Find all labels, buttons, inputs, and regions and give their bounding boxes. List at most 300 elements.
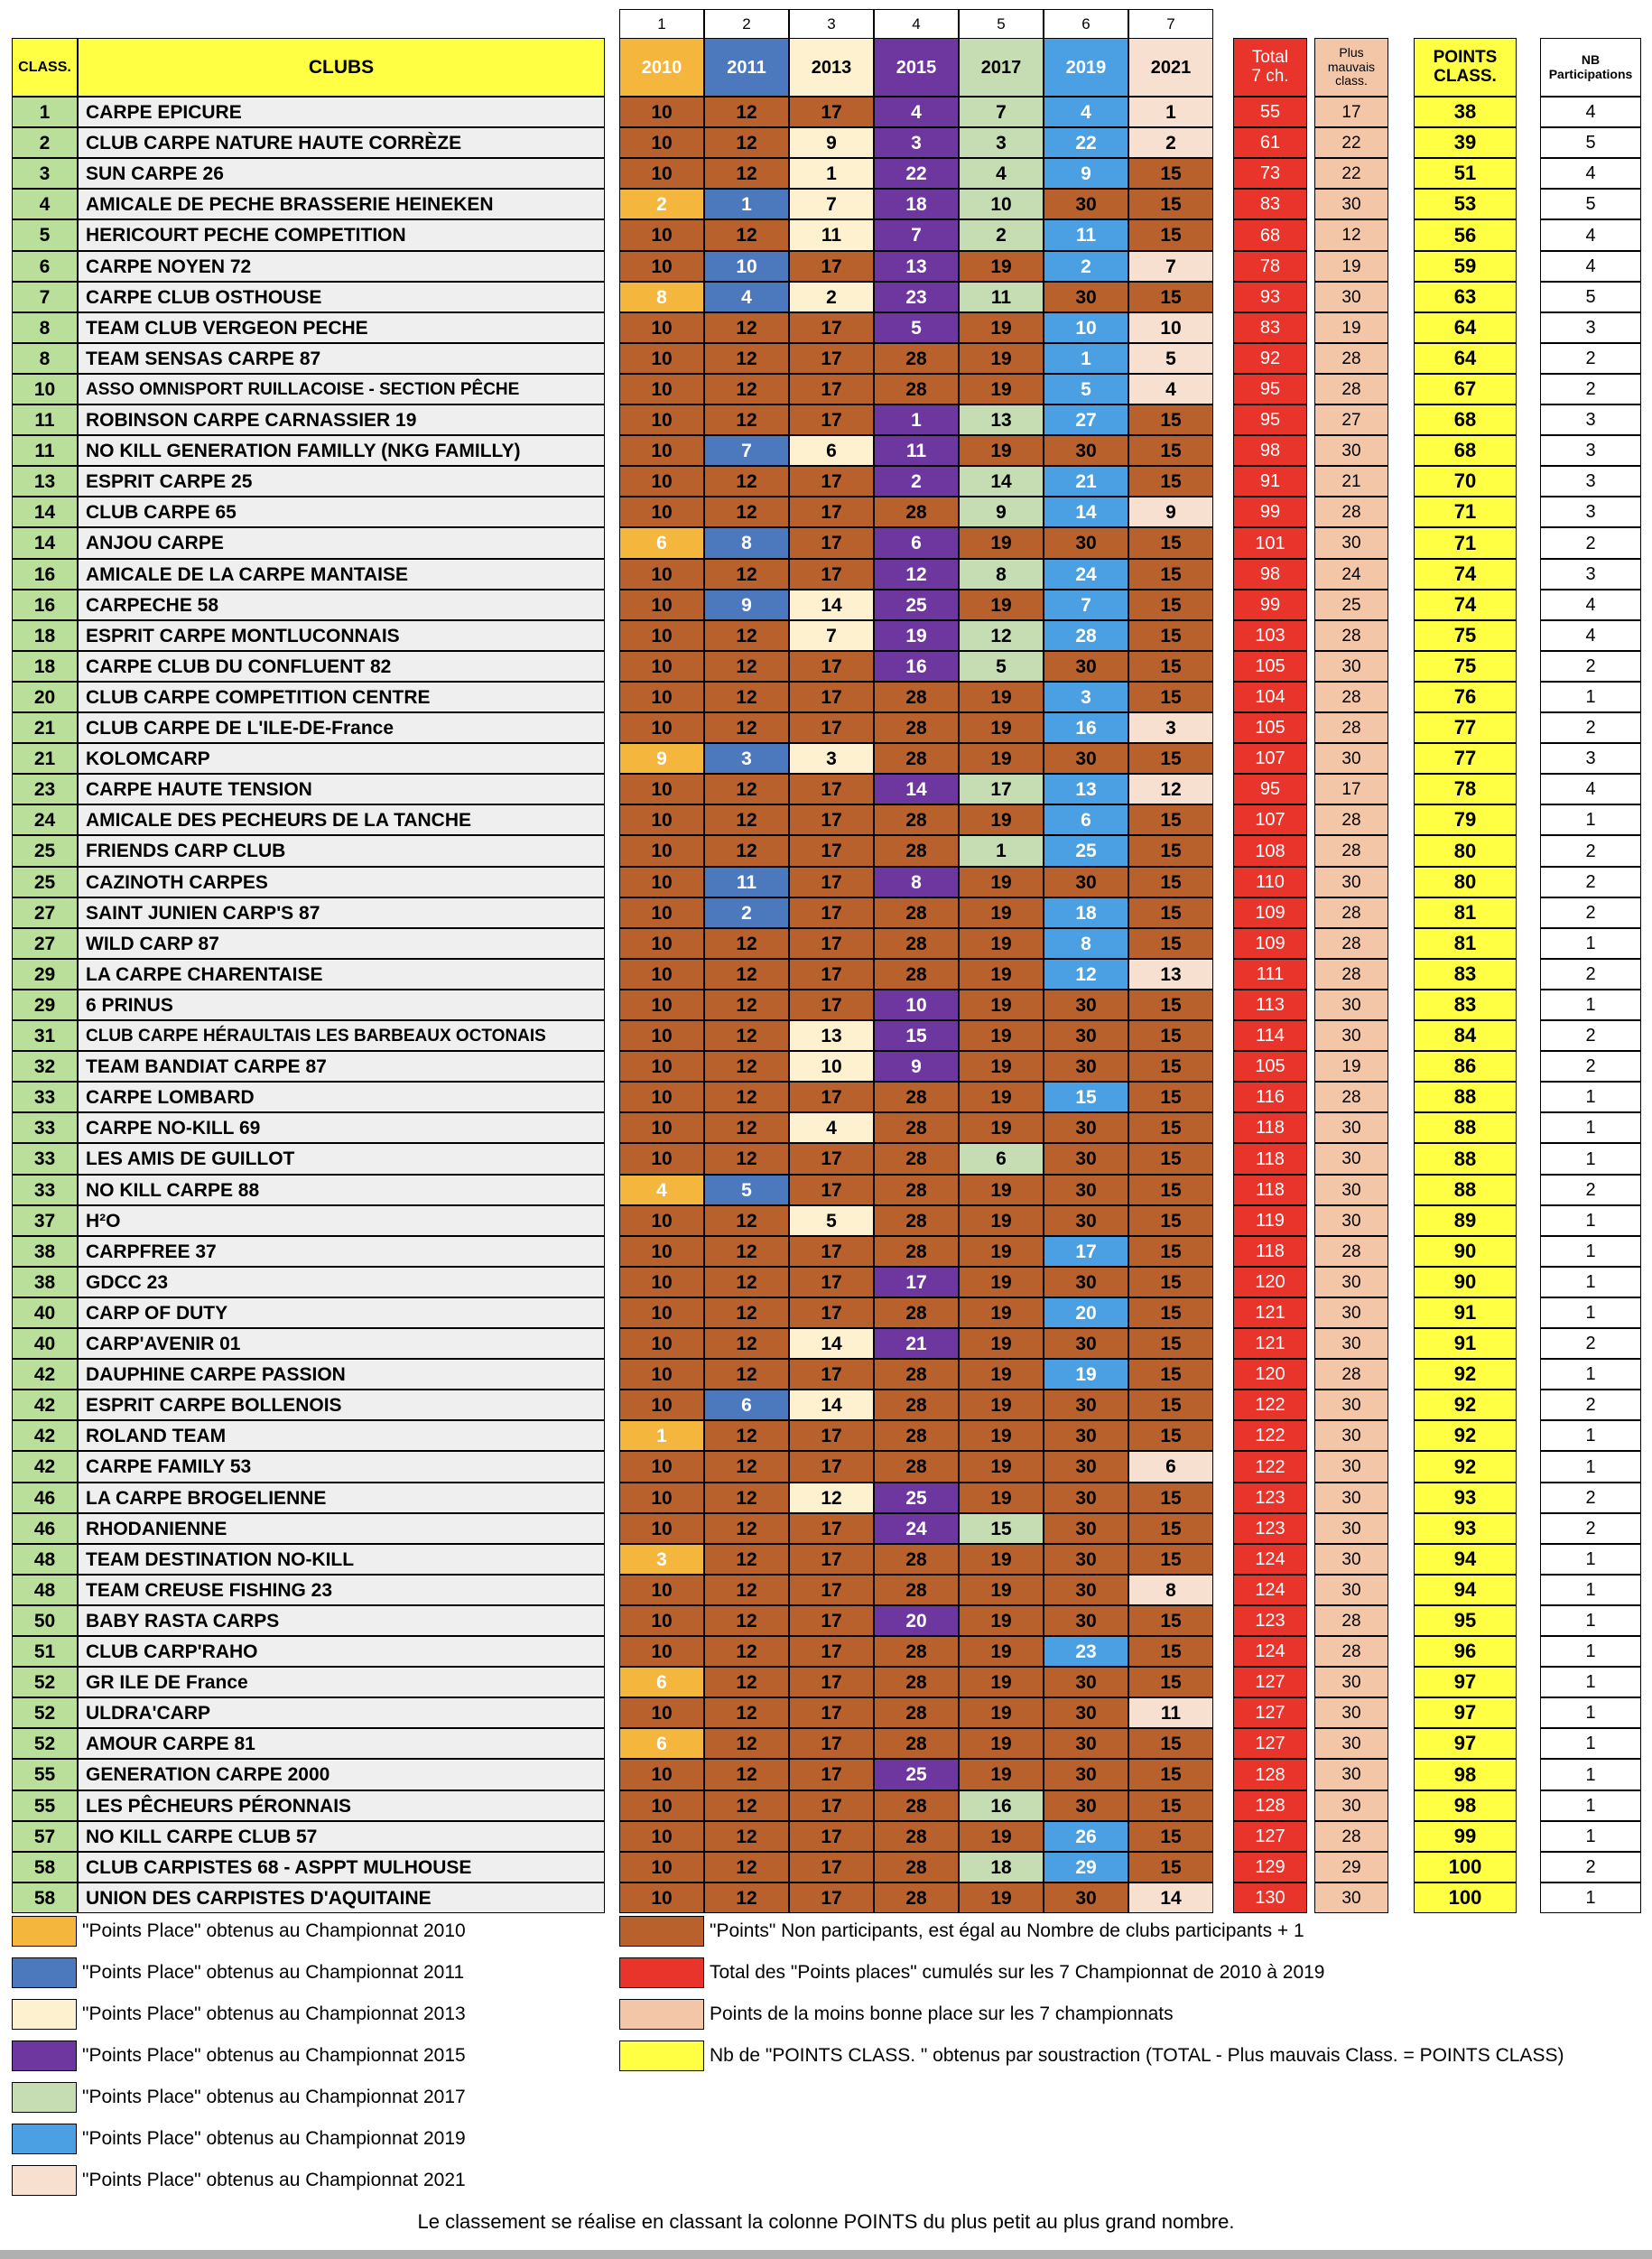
- club-name: CLUB CARPE NATURE HAUTE CORRÈZE: [78, 127, 605, 158]
- rank-cell: 13: [12, 466, 78, 497]
- score-cell: 12: [704, 1236, 789, 1267]
- score-cell: 28: [874, 374, 959, 404]
- score-cell: 25: [1044, 835, 1128, 867]
- score-cell: 12: [1044, 959, 1128, 990]
- score-cell: 12: [704, 374, 789, 404]
- score-cell: 28: [874, 1420, 959, 1451]
- total-cell: 92: [1233, 343, 1307, 374]
- score-cell: 11: [789, 219, 874, 251]
- total-header: [1233, 38, 1307, 97]
- nb-cell: 1: [1540, 1267, 1641, 1297]
- score-cell: 10: [619, 897, 704, 928]
- score-cell: 4: [874, 97, 959, 127]
- score-cell: 1: [619, 1420, 704, 1451]
- score-cell: 24: [874, 1513, 959, 1544]
- score-cell: 12: [704, 1082, 789, 1112]
- clubs-header: CLUBS: [78, 38, 605, 97]
- rank-cell: 46: [12, 1513, 78, 1544]
- score-cell: 19: [959, 1236, 1044, 1267]
- worst-cell: 17: [1314, 97, 1388, 127]
- score-cell: 16: [1044, 712, 1128, 743]
- club-name: CARPE EPICURE: [78, 97, 605, 127]
- club-name: AMOUR CARPE 81: [78, 1728, 605, 1759]
- score-cell: 10: [619, 835, 704, 867]
- nb-cell: 1: [1540, 1759, 1641, 1790]
- club-name: CARPE LOMBARD: [78, 1082, 605, 1112]
- worst-cell: 28: [1314, 1236, 1388, 1267]
- score-cell: 12: [704, 404, 789, 435]
- score-cell: 30: [1044, 189, 1128, 219]
- year-header-2021: 2021: [1128, 38, 1213, 97]
- score-cell: 2: [789, 282, 874, 312]
- score-cell: 12: [704, 1605, 789, 1636]
- nb-cell: 4: [1540, 97, 1641, 127]
- nb-cell: 5: [1540, 189, 1641, 219]
- score-cell: 12: [704, 559, 789, 590]
- score-cell: 15: [1128, 1790, 1213, 1821]
- score-cell: 7: [959, 97, 1044, 127]
- points-cell: 100: [1414, 1852, 1517, 1882]
- rank-cell: 33: [12, 1143, 78, 1175]
- total-cell: 98: [1233, 559, 1307, 590]
- club-name: NO KILL CARPE CLUB 57: [78, 1821, 605, 1852]
- total-cell: 83: [1233, 189, 1307, 219]
- score-cell: 19: [959, 1544, 1044, 1575]
- club-name: CARPECHE 58: [78, 590, 605, 620]
- score-cell: 19: [959, 1328, 1044, 1359]
- score-cell: 10: [619, 1575, 704, 1605]
- total-cell: 124: [1233, 1636, 1307, 1667]
- nb-cell: 5: [1540, 282, 1641, 312]
- year-header-2010: 2010: [619, 38, 704, 97]
- score-cell: 19: [959, 928, 1044, 959]
- score-cell: 19: [959, 527, 1044, 559]
- score-cell: 19: [959, 1636, 1044, 1667]
- score-cell: 4: [704, 282, 789, 312]
- legend-swatch: [12, 1999, 77, 2030]
- worst-cell: 30: [1314, 1451, 1388, 1483]
- rank-cell: 18: [12, 620, 78, 651]
- score-cell: 23: [1044, 1636, 1128, 1667]
- score-cell: 27: [1044, 404, 1128, 435]
- score-cell: 28: [874, 1082, 959, 1112]
- score-cell: 15: [1128, 1821, 1213, 1852]
- score-cell: 12: [704, 312, 789, 343]
- score-cell: 15: [1128, 1328, 1213, 1359]
- score-cell: 21: [1044, 466, 1128, 497]
- points-cell: 98: [1414, 1759, 1517, 1790]
- score-cell: 15: [1128, 435, 1213, 466]
- score-cell: 12: [704, 1420, 789, 1451]
- score-cell: 15: [1128, 1544, 1213, 1575]
- rank-cell: 20: [12, 682, 78, 712]
- score-cell: 10: [619, 990, 704, 1020]
- score-cell: 15: [1128, 1143, 1213, 1175]
- score-cell: 12: [704, 343, 789, 374]
- total-cell: 109: [1233, 897, 1307, 928]
- score-cell: 20: [1044, 1297, 1128, 1328]
- rank-cell: 29: [12, 959, 78, 990]
- score-cell: 20: [874, 1605, 959, 1636]
- nb-cell: 1: [1540, 1544, 1641, 1575]
- score-cell: 10: [1128, 312, 1213, 343]
- total-cell: 127: [1233, 1697, 1307, 1728]
- score-cell: 19: [959, 374, 1044, 404]
- legend-swatch: [619, 1957, 704, 1988]
- score-cell: 6: [1128, 1451, 1213, 1483]
- nb-cell: 3: [1540, 312, 1641, 343]
- club-name: ULDRA'CARP: [78, 1697, 605, 1728]
- score-cell: 15: [1128, 1852, 1213, 1882]
- score-cell: 28: [874, 497, 959, 527]
- score-cell: 15: [1128, 1205, 1213, 1236]
- score-cell: 10: [619, 219, 704, 251]
- worst-cell: 28: [1314, 620, 1388, 651]
- worst-cell: 30: [1314, 867, 1388, 897]
- rank-cell: 4: [12, 189, 78, 219]
- score-cell: 7: [1044, 590, 1128, 620]
- worst-cell: 30: [1314, 282, 1388, 312]
- score-cell: 10: [619, 1359, 704, 1390]
- total-cell: 91: [1233, 466, 1307, 497]
- score-cell: 30: [1044, 1267, 1128, 1297]
- nb-cell: 3: [1540, 404, 1641, 435]
- points-cell: 88: [1414, 1143, 1517, 1175]
- legend-swatch: [619, 1999, 704, 2030]
- score-cell: 5: [1044, 374, 1128, 404]
- score-cell: 14: [874, 774, 959, 804]
- rank-cell: 29: [12, 990, 78, 1020]
- total-cell: 107: [1233, 743, 1307, 774]
- nb-cell: 1: [1540, 1882, 1641, 1913]
- club-name: TEAM CLUB VERGEON PECHE: [78, 312, 605, 343]
- total-cell: 99: [1233, 590, 1307, 620]
- total-cell: 127: [1233, 1667, 1307, 1697]
- points-cell: 79: [1414, 804, 1517, 835]
- score-cell: 19: [959, 1112, 1044, 1143]
- score-cell: 28: [874, 835, 959, 867]
- score-cell: 10: [619, 1790, 704, 1821]
- total-cell: 55: [1233, 97, 1307, 127]
- club-name: CLUB CARP'RAHO: [78, 1636, 605, 1667]
- score-cell: 13: [789, 1020, 874, 1051]
- points-cell: 86: [1414, 1051, 1517, 1082]
- worst-cell: 21: [1314, 466, 1388, 497]
- nb-cell: 1: [1540, 682, 1641, 712]
- total-cell: 105: [1233, 651, 1307, 682]
- nb-cell: 2: [1540, 343, 1641, 374]
- year-header-2013: 2013: [789, 38, 874, 97]
- score-cell: 3: [704, 743, 789, 774]
- points-cell: 90: [1414, 1267, 1517, 1297]
- points-cell: 94: [1414, 1575, 1517, 1605]
- club-name: LA CARPE BROGELIENNE: [78, 1483, 605, 1513]
- score-cell: 6: [619, 1667, 704, 1697]
- score-cell: 19: [959, 712, 1044, 743]
- score-cell: 10: [619, 1112, 704, 1143]
- total-cell: 123: [1233, 1605, 1307, 1636]
- score-cell: 19: [959, 1390, 1044, 1420]
- rank-cell: 8: [12, 343, 78, 374]
- rank-cell: 38: [12, 1236, 78, 1267]
- rank-cell: 14: [12, 497, 78, 527]
- score-cell: 15: [1128, 1051, 1213, 1082]
- score-cell: 19: [959, 1728, 1044, 1759]
- score-cell: 28: [874, 959, 959, 990]
- worst-cell: 28: [1314, 928, 1388, 959]
- score-cell: 12: [704, 1697, 789, 1728]
- score-cell: 6: [1044, 804, 1128, 835]
- score-cell: 17: [789, 343, 874, 374]
- score-cell: 17: [789, 1728, 874, 1759]
- score-cell: 6: [619, 527, 704, 559]
- score-cell: 4: [1044, 97, 1128, 127]
- club-name: CARPE CLUB DU CONFLUENT 82: [78, 651, 605, 682]
- score-cell: 11: [1128, 1697, 1213, 1728]
- total-cell: 127: [1233, 1728, 1307, 1759]
- nb-cell: 1: [1540, 1697, 1641, 1728]
- nb-cell: 2: [1540, 527, 1641, 559]
- total-cell: 119: [1233, 1205, 1307, 1236]
- score-cell: 12: [704, 804, 789, 835]
- total-cell: 129: [1233, 1852, 1307, 1882]
- legend-label: "Points Place" obtenus au Championnat 2015: [82, 2045, 466, 2066]
- score-cell: 10: [874, 990, 959, 1020]
- points-cell: 91: [1414, 1297, 1517, 1328]
- score-cell: 28: [874, 804, 959, 835]
- rank-cell: 3: [12, 158, 78, 189]
- score-cell: 30: [1044, 1667, 1128, 1697]
- score-cell: 17: [1044, 1236, 1128, 1267]
- rank-cell: 51: [12, 1636, 78, 1667]
- score-cell: 15: [1128, 743, 1213, 774]
- score-cell: 15: [1128, 158, 1213, 189]
- score-cell: 17: [789, 1236, 874, 1267]
- points-cell: 71: [1414, 527, 1517, 559]
- score-cell: 10: [619, 804, 704, 835]
- score-cell: 13: [959, 404, 1044, 435]
- score-cell: 11: [959, 282, 1044, 312]
- club-name: CARP'AVENIR 01: [78, 1328, 605, 1359]
- worst-cell: 30: [1314, 1328, 1388, 1359]
- total-cell: 127: [1233, 1821, 1307, 1852]
- score-cell: 15: [1128, 928, 1213, 959]
- score-cell: 28: [874, 1297, 959, 1328]
- score-cell: 8: [619, 282, 704, 312]
- total-cell: 122: [1233, 1420, 1307, 1451]
- club-name: CLUB CARPE 65: [78, 497, 605, 527]
- score-cell: 17: [789, 928, 874, 959]
- points-cell: 81: [1414, 897, 1517, 928]
- score-cell: 12: [704, 97, 789, 127]
- points-cell: 97: [1414, 1697, 1517, 1728]
- score-cell: 15: [1128, 282, 1213, 312]
- rank-cell: 23: [12, 774, 78, 804]
- score-cell: 12: [704, 990, 789, 1020]
- worst-cell: 28: [1314, 1605, 1388, 1636]
- worst-cell: 30: [1314, 1667, 1388, 1697]
- rank-cell: 6: [12, 251, 78, 282]
- score-cell: 15: [1128, 1112, 1213, 1143]
- total-cell: 120: [1233, 1359, 1307, 1390]
- bottom-divider: [0, 2250, 1652, 2259]
- nb-cell: 2: [1540, 1020, 1641, 1051]
- score-cell: 11: [704, 867, 789, 897]
- nb-cell: 1: [1540, 1297, 1641, 1328]
- score-cell: 9: [1044, 158, 1128, 189]
- score-cell: 17: [789, 374, 874, 404]
- score-cell: 10: [619, 1020, 704, 1051]
- score-cell: 1: [1128, 97, 1213, 127]
- points-cell: 88: [1414, 1082, 1517, 1112]
- worst-cell: 30: [1314, 527, 1388, 559]
- worst-cell: 30: [1314, 1205, 1388, 1236]
- score-cell: 5: [874, 312, 959, 343]
- score-cell: 15: [1128, 1267, 1213, 1297]
- score-cell: 15: [1128, 466, 1213, 497]
- score-cell: 17: [789, 1082, 874, 1112]
- score-cell: 9: [619, 743, 704, 774]
- column-number: 3: [789, 9, 874, 38]
- points-cell: 83: [1414, 990, 1517, 1020]
- score-cell: 28: [874, 1175, 959, 1205]
- score-cell: 12: [704, 1051, 789, 1082]
- total-cell: 108: [1233, 835, 1307, 867]
- score-cell: 10: [619, 1082, 704, 1112]
- points-cell: 78: [1414, 774, 1517, 804]
- worst-cell: 30: [1314, 1513, 1388, 1544]
- rank-cell: 55: [12, 1790, 78, 1821]
- score-cell: 28: [874, 1205, 959, 1236]
- score-cell: 15: [1128, 990, 1213, 1020]
- score-cell: 15: [1128, 1667, 1213, 1697]
- score-cell: 15: [1128, 189, 1213, 219]
- worst-cell: 19: [1314, 1051, 1388, 1082]
- score-cell: 10: [619, 1636, 704, 1667]
- club-name: GR ILE DE France: [78, 1667, 605, 1697]
- score-cell: 10: [619, 97, 704, 127]
- worst-cell: 28: [1314, 1636, 1388, 1667]
- club-name: FRIENDS CARP CLUB: [78, 835, 605, 867]
- total-cell: 95: [1233, 404, 1307, 435]
- score-cell: 14: [789, 1390, 874, 1420]
- nb-cell: 4: [1540, 219, 1641, 251]
- score-cell: 19: [959, 804, 1044, 835]
- score-cell: 9: [704, 590, 789, 620]
- rank-cell: 31: [12, 1020, 78, 1051]
- year-header-2019: 2019: [1044, 38, 1128, 97]
- score-cell: 19: [959, 682, 1044, 712]
- points-cell: 80: [1414, 867, 1517, 897]
- score-cell: 30: [1044, 1697, 1128, 1728]
- total-cell: 118: [1233, 1112, 1307, 1143]
- score-cell: 30: [1044, 1175, 1128, 1205]
- score-cell: 10: [619, 559, 704, 590]
- total-cell: 120: [1233, 1267, 1307, 1297]
- column-number: 5: [959, 9, 1044, 38]
- score-cell: 17: [789, 1759, 874, 1790]
- score-cell: 17: [789, 712, 874, 743]
- score-cell: 28: [874, 1728, 959, 1759]
- total-cell: 122: [1233, 1451, 1307, 1483]
- club-name: LA CARPE CHARENTAISE: [78, 959, 605, 990]
- legend-swatch: [619, 1916, 704, 1947]
- score-cell: 11: [1044, 219, 1128, 251]
- club-name: CLUB CARPE COMPETITION CENTRE: [78, 682, 605, 712]
- score-cell: 28: [874, 1451, 959, 1483]
- worst-cell: 30: [1314, 1759, 1388, 1790]
- total-cell: 121: [1233, 1297, 1307, 1328]
- worst-cell: 30: [1314, 1575, 1388, 1605]
- points-cell: 94: [1414, 1544, 1517, 1575]
- club-name: GDCC 23: [78, 1267, 605, 1297]
- points-header: [1414, 38, 1517, 97]
- score-cell: 19: [959, 1267, 1044, 1297]
- total-header-line: Total: [1251, 47, 1289, 67]
- score-cell: 17: [789, 1882, 874, 1913]
- score-cell: 30: [1044, 282, 1128, 312]
- score-cell: 10: [619, 1297, 704, 1328]
- score-cell: 15: [1128, 620, 1213, 651]
- nb-cell: 2: [1540, 712, 1641, 743]
- club-name: LES AMIS DE GUILLOT: [78, 1143, 605, 1175]
- points-cell: 76: [1414, 682, 1517, 712]
- total-cell: 113: [1233, 990, 1307, 1020]
- score-cell: 1: [959, 835, 1044, 867]
- score-cell: 15: [1128, 1483, 1213, 1513]
- legend-label: Total des "Points places" cumulés sur les 7 Championnat de 2010 à 2019: [710, 1962, 1325, 1983]
- total-cell: 95: [1233, 374, 1307, 404]
- rank-cell: 58: [12, 1852, 78, 1882]
- score-cell: 12: [959, 620, 1044, 651]
- nb-cell: 2: [1540, 1051, 1641, 1082]
- legend-label: "Points Place" obtenus au Championnat 2013: [82, 2003, 466, 2024]
- score-cell: 28: [874, 1359, 959, 1390]
- score-cell: 12: [704, 1513, 789, 1544]
- score-cell: 19: [959, 1483, 1044, 1513]
- score-cell: 16: [959, 1790, 1044, 1821]
- points-cell: 64: [1414, 343, 1517, 374]
- score-cell: 17: [789, 1451, 874, 1483]
- rank-cell: 14: [12, 527, 78, 559]
- score-cell: 12: [704, 651, 789, 682]
- score-cell: 15: [1128, 1390, 1213, 1420]
- score-cell: 15: [874, 1020, 959, 1051]
- score-cell: 17: [789, 682, 874, 712]
- total-cell: 95: [1233, 774, 1307, 804]
- worst-cell: 30: [1314, 1020, 1388, 1051]
- worst-cell: 28: [1314, 835, 1388, 867]
- club-name: CARPE HAUTE TENSION: [78, 774, 605, 804]
- score-cell: 12: [704, 1267, 789, 1297]
- rank-cell: 27: [12, 897, 78, 928]
- score-cell: 15: [1128, 1420, 1213, 1451]
- score-cell: 19: [959, 1882, 1044, 1913]
- score-cell: 29: [1044, 1852, 1128, 1882]
- score-cell: 3: [959, 127, 1044, 158]
- score-cell: 19: [959, 1697, 1044, 1728]
- nb-cell: 1: [1540, 1575, 1641, 1605]
- nb-cell: 1: [1540, 1790, 1641, 1821]
- score-cell: 10: [619, 1051, 704, 1082]
- worst-cell: 30: [1314, 1483, 1388, 1513]
- club-name: ROBINSON CARPE CARNASSIER 19: [78, 404, 605, 435]
- score-cell: 12: [704, 1112, 789, 1143]
- score-cell: 10: [619, 1852, 704, 1882]
- worst-cell: 28: [1314, 1821, 1388, 1852]
- total-cell: 111: [1233, 959, 1307, 990]
- score-cell: 10: [789, 1051, 874, 1082]
